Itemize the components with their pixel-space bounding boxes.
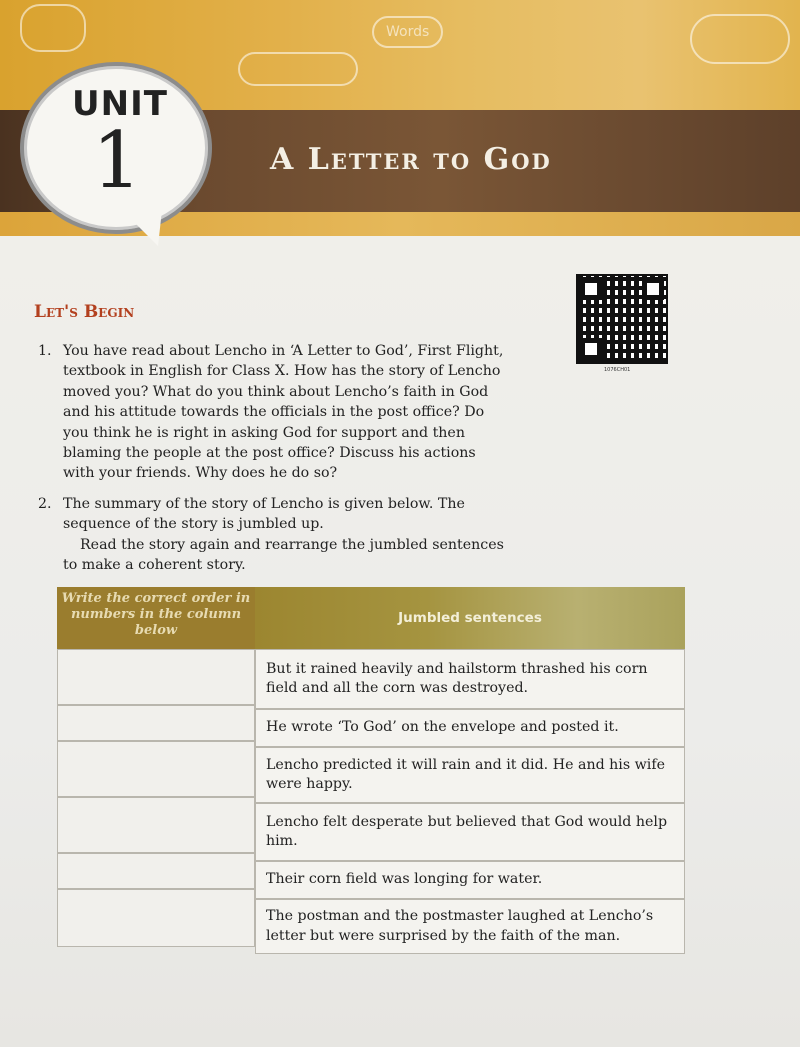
table-header-sentences: Jumbled sentences <box>255 587 685 649</box>
question-1-text <box>63 341 503 484</box>
decor-bubble-3 <box>20 4 86 52</box>
sentence-cell <box>255 747 685 803</box>
sentence-text: The postman and the postmaster laughed at Lencho’s letter but were surprised by the faith of the man. <box>266 908 654 944</box>
unit-number: 1 <box>92 116 142 206</box>
qr-finder <box>642 278 664 300</box>
question-line: sequence of the story is jumbled up. <box>63 516 324 533</box>
qr-finder <box>580 278 602 300</box>
question-number: 1. <box>38 343 52 359</box>
table-header-order: Write the correct order in numbers in the column below <box>57 587 255 649</box>
qr-finder <box>580 338 602 360</box>
question-line: and his attitude towards the officials in the post office? Do <box>63 404 485 421</box>
question-line: you think he is right in asking God for support and then <box>63 424 465 441</box>
question-line: with your friends. Why does he do so? <box>63 465 338 482</box>
unit-label: UNIT <box>72 84 168 124</box>
sentence-cell <box>255 861 685 899</box>
order-cell[interactable] <box>57 741 255 797</box>
sentence-cell <box>255 709 685 747</box>
question-line: You have read about Lencho in ‘A Letter to God’, First Flight, <box>63 343 504 359</box>
sentence-cell <box>255 803 685 861</box>
sentence-text: He wrote ‘To God’ on the envelope and posted it. <box>266 719 619 736</box>
qr-code[interactable] <box>576 274 668 364</box>
sentence-text: Lencho felt desperate but believed that God would help him. <box>266 813 668 849</box>
question-2-text <box>63 494 504 576</box>
page-title: A Letter to God <box>270 142 552 177</box>
question-number: 2. <box>38 496 52 512</box>
sentence-text: Their corn field was longing for water. <box>266 871 543 888</box>
question-line: textbook in English for Class X. How has the story of Lencho <box>63 363 501 380</box>
sentence-cell <box>255 649 685 709</box>
sentence-text: Lencho predicted it will rain and it did. He and his wife were happy. <box>266 756 665 792</box>
sentence-cell <box>255 899 685 954</box>
order-cell[interactable] <box>57 705 255 741</box>
section-heading: Let's Begin <box>34 302 135 322</box>
question-line: Read the story again and rearrange the jumbled sentences <box>80 536 504 553</box>
question-line: to make a coherent story. <box>63 557 246 574</box>
order-cell[interactable] <box>57 649 255 705</box>
question-line: The summary of the story of Lencho is given below. The <box>63 496 465 512</box>
question-line: moved you? What do you think about Lencho’s faith in God <box>63 383 489 400</box>
qr-code-label: 1076CH01 <box>604 367 631 373</box>
question-line: blaming the people at the post office? Discuss his actions <box>63 445 476 462</box>
decor-word: Words <box>386 24 430 40</box>
order-cell[interactable] <box>57 853 255 889</box>
decor-bubble-4 <box>690 14 790 64</box>
decor-bubble <box>372 16 443 48</box>
sentence-text: But it rained heavily and hailstorm thrashed his corn field and all the corn was destroyed. <box>266 660 648 696</box>
decor-bubble-2 <box>238 52 358 86</box>
order-cell[interactable] <box>57 797 255 853</box>
order-cell[interactable] <box>57 889 255 947</box>
